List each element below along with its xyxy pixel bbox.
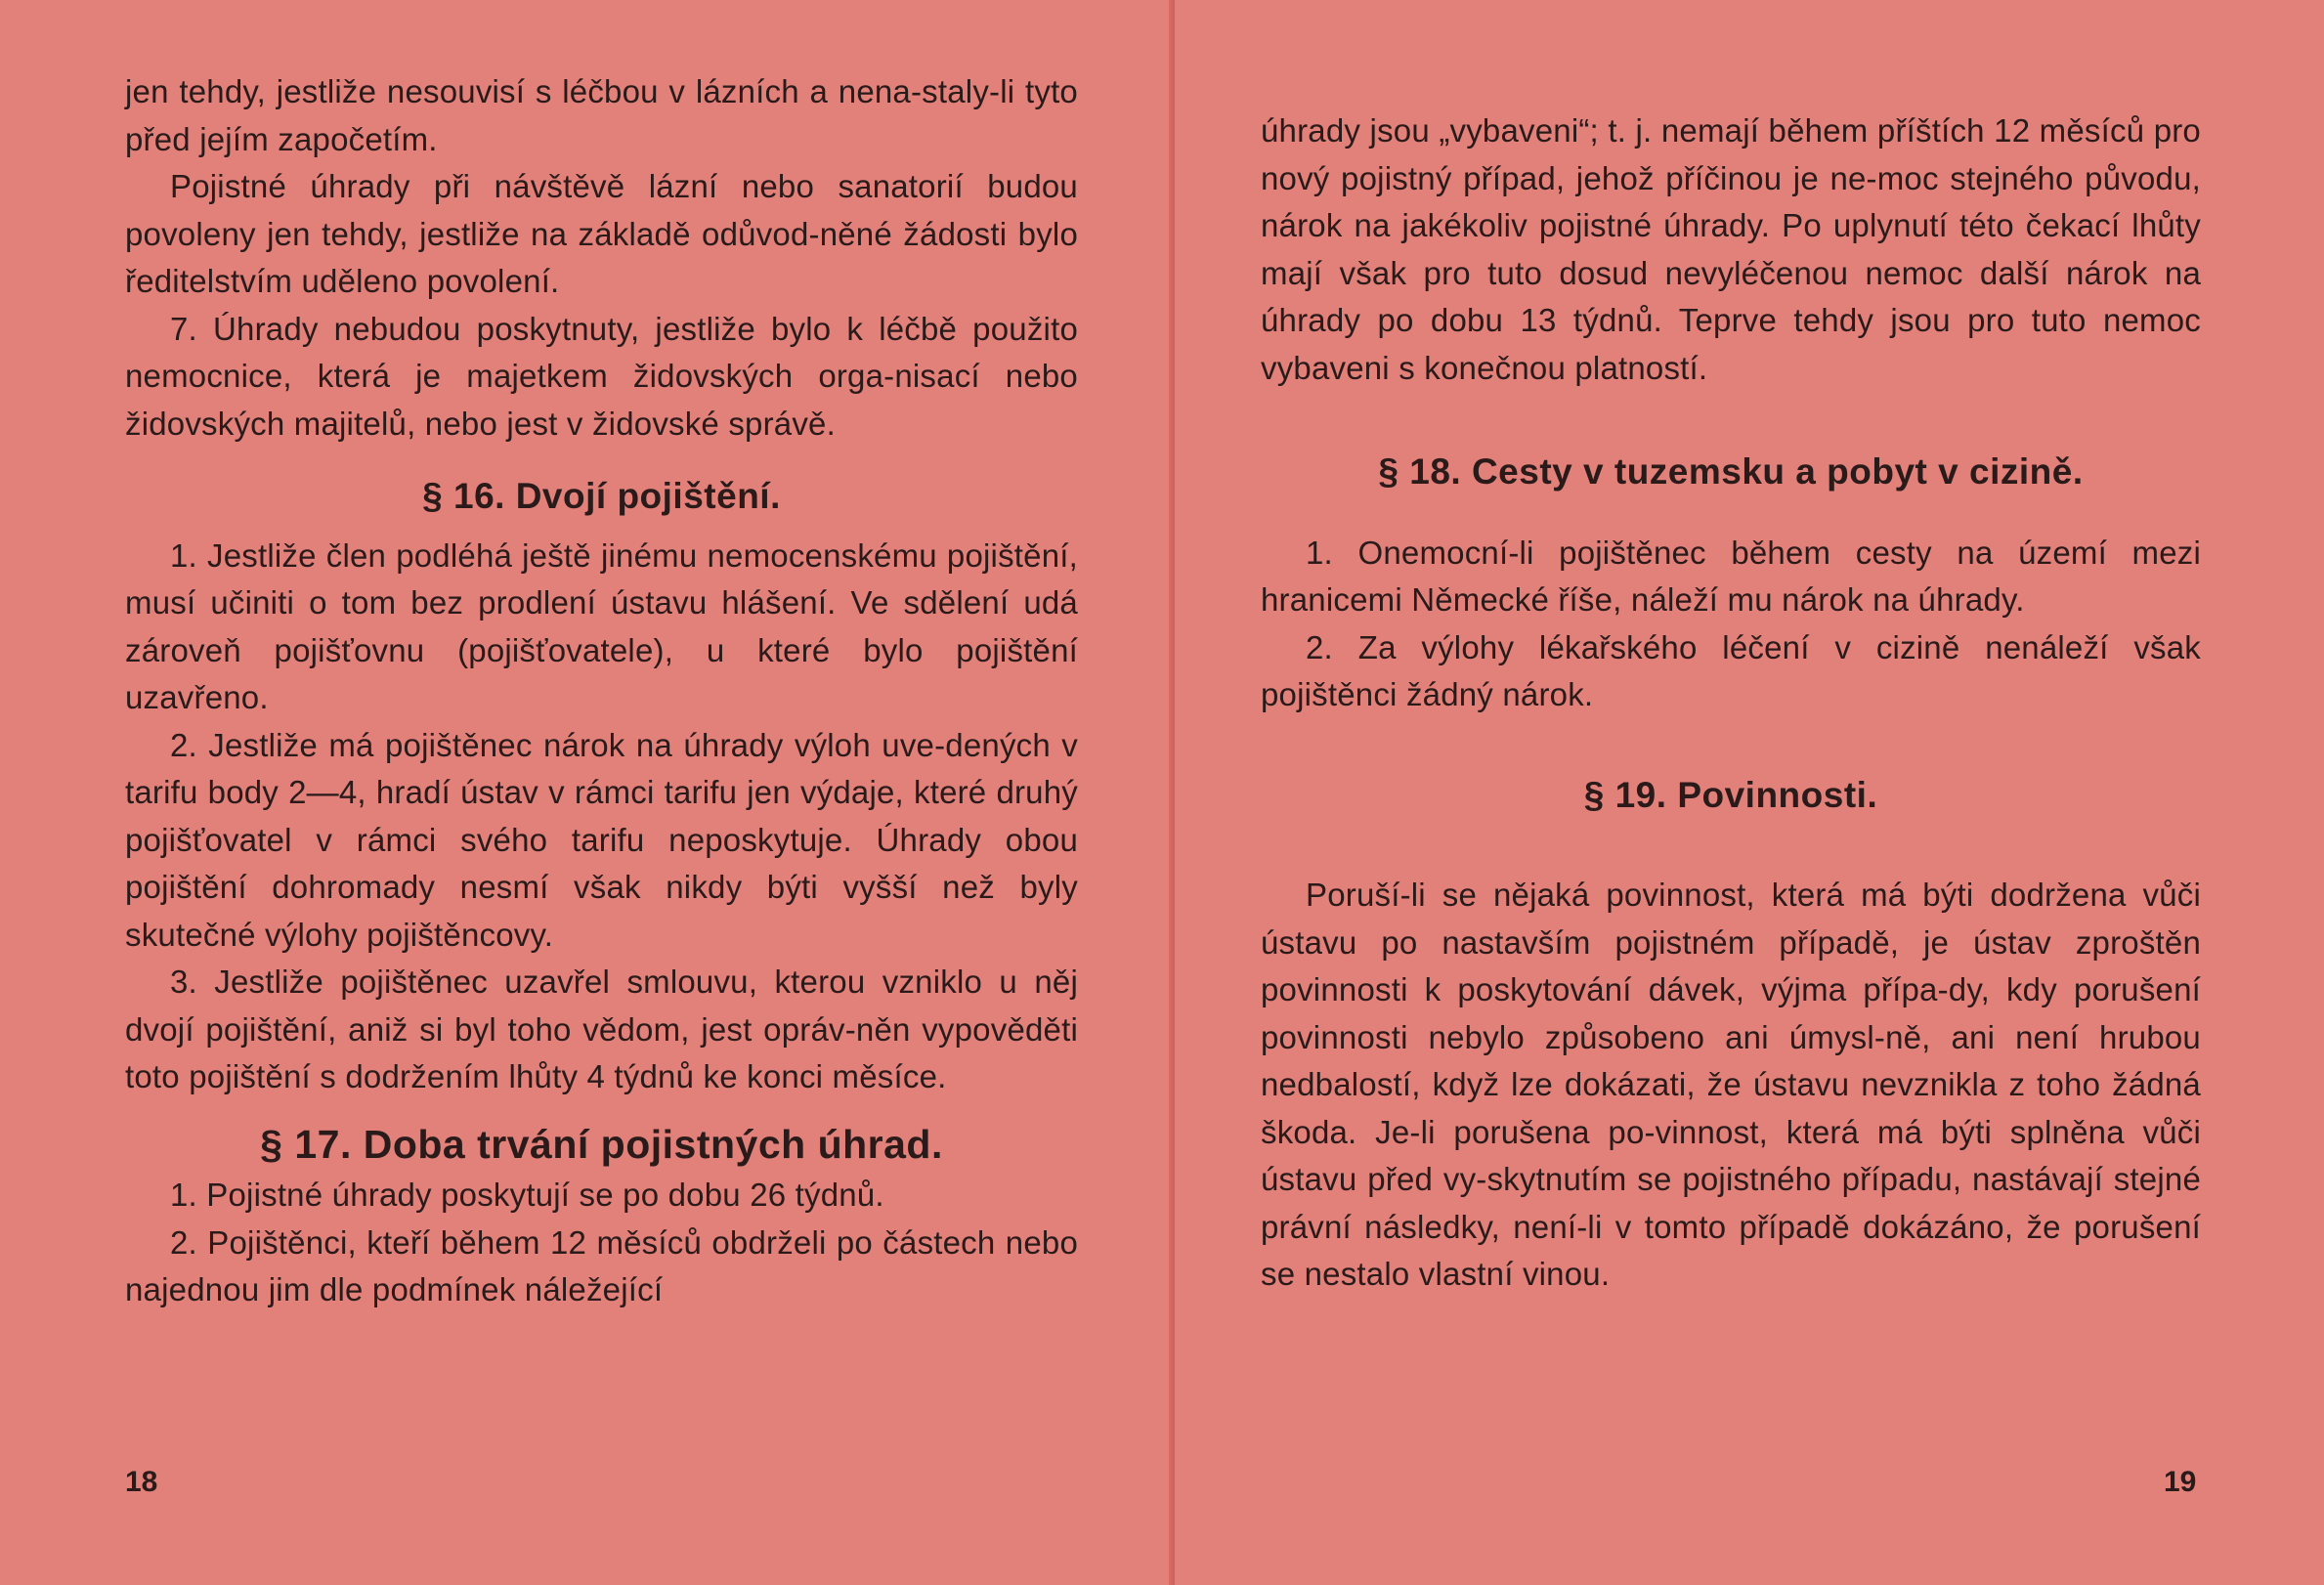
section-19-heading: § 19. Povinnosti. <box>1583 774 1878 815</box>
section-17-item-2: 2. Pojištěnci, kteří během 12 měsíců obdrželi po částech nebo najednou jim dle podmínek náležející <box>125 1223 1078 1307</box>
page-number-right: 19 <box>2164 1466 2197 1498</box>
section-18-item-1: 1. Onemocní-li pojištěnec během cesty na území mezi hranicemi Německé říše, náleží mu nárok na úhrady. <box>1261 534 2201 618</box>
section-16-item-2: 2. Jestliže má pojištěnec nárok na úhrady výloh uve-dených v tarifu body 2—4, hradí ústav v rámci tarifu jen výdaje, které druhý pojišťovatel v rámci svého tarifu neposkytuje. Úhrady obou pojištění dohromady nesmí však nikdy býti vyšší než byly skutečné výlohy pojištěncovy. <box>125 726 1078 953</box>
section-16-item-3: 3. Jestliže pojištěnec uzavřel smlouvu, kterou vzniklo u něj dvojí pojištění, aniž si byl toho vědom, jest opráv-něn vypověděti toto pojištění s dodržením lhůty 4 týdnů ke konci měsíce. <box>125 964 1078 1094</box>
paragraph-continuation: jen tehdy, jestliže nesouvisí s léčbou v lázních a nena-staly-li tyto před jejím započetím. <box>125 73 1078 157</box>
right-page <box>1175 0 2324 1585</box>
paragraph-continuation-right: úhrady jsou „vybaveni“; t. j. nemají během příštích 12 měsíců pro nový pojistný případ, jehož příčinou je ne-moc stejného původu, nárok na jakékoliv pojistné úhrady. Po uplynutí této čekací lhůty mají však pro tuto dosud nevyléčenou nemoc další nárok na úhrady po dobu 13 týdnů. Teprve tehdy jsou pro tuto nemoc vybaveni s konečnou platností. <box>1261 112 2201 386</box>
section-17-heading: § 17. Doba trvání pojistných úhrad. <box>260 1121 943 1167</box>
right-page-text <box>1261 107 2201 1299</box>
section-16-item-1: 1. Jestliže člen podléhá ještě jinému nemocenskému pojištění, musí učiniti o tom bez prodlení ústavu hlášení. Ve sdělení udá zároveň pojišťovnu (pojišťovatele), u které bylo pojištění uzavřeno. <box>125 536 1078 715</box>
section-16-heading: § 16. Dvojí pojištění. <box>422 476 781 516</box>
page-number-left: 18 <box>125 1466 158 1498</box>
paragraph-spa-visits: Pojistné úhrady při návštěvě lázní nebo sanatorií budou povoleny jen tehdy, jestliže na základě odůvod-něné žádosti bylo ředitelstvím uděleno povolení. <box>125 168 1078 299</box>
section-17-item-1: 1. Pojistné úhrady poskytují se po dobu 26 týdnů. <box>170 1177 884 1213</box>
section-18-item-2: 2. Za výlohy lékařského léčení v cizině nenáleží však pojištěnci žádný nárok. <box>1261 628 2201 712</box>
section-18-heading: § 18. Cesty v tuzemsku a pobyt v cizině. <box>1378 451 2084 492</box>
section-19-paragraph: Poruší-li se nějaká povinnost, která má býti dodržena vůči ústavu po nastavším pojistném případě, je ústav zproštěn povinnosti k poskytování dávek, výjma přípa-dy, kdy porušení povinnosti nebylo způsobeno ani úmysl-ně, ani není hrubou nedbalostí, když lze dokázati, že ústavu nevznikla z toho žádná škoda. Je-li porušena po-vinnost, která má býti splněna vůči ústavu před vy-skytnutím se pojistného případu, nastávají stejné právní následky, není-li v tomto případě dokázáno, že porušení se nestalo vlastní vinou. <box>1261 877 2201 1292</box>
paragraph-item-7: 7. Úhrady nebudou poskytnuty, jestliže bylo k léčbě použito nemocnice, která je majetkem židovských orga-nisací nebo židovských majitelů, nebo jest v židovské správě. <box>125 310 1078 442</box>
left-page-text <box>125 68 1078 1314</box>
